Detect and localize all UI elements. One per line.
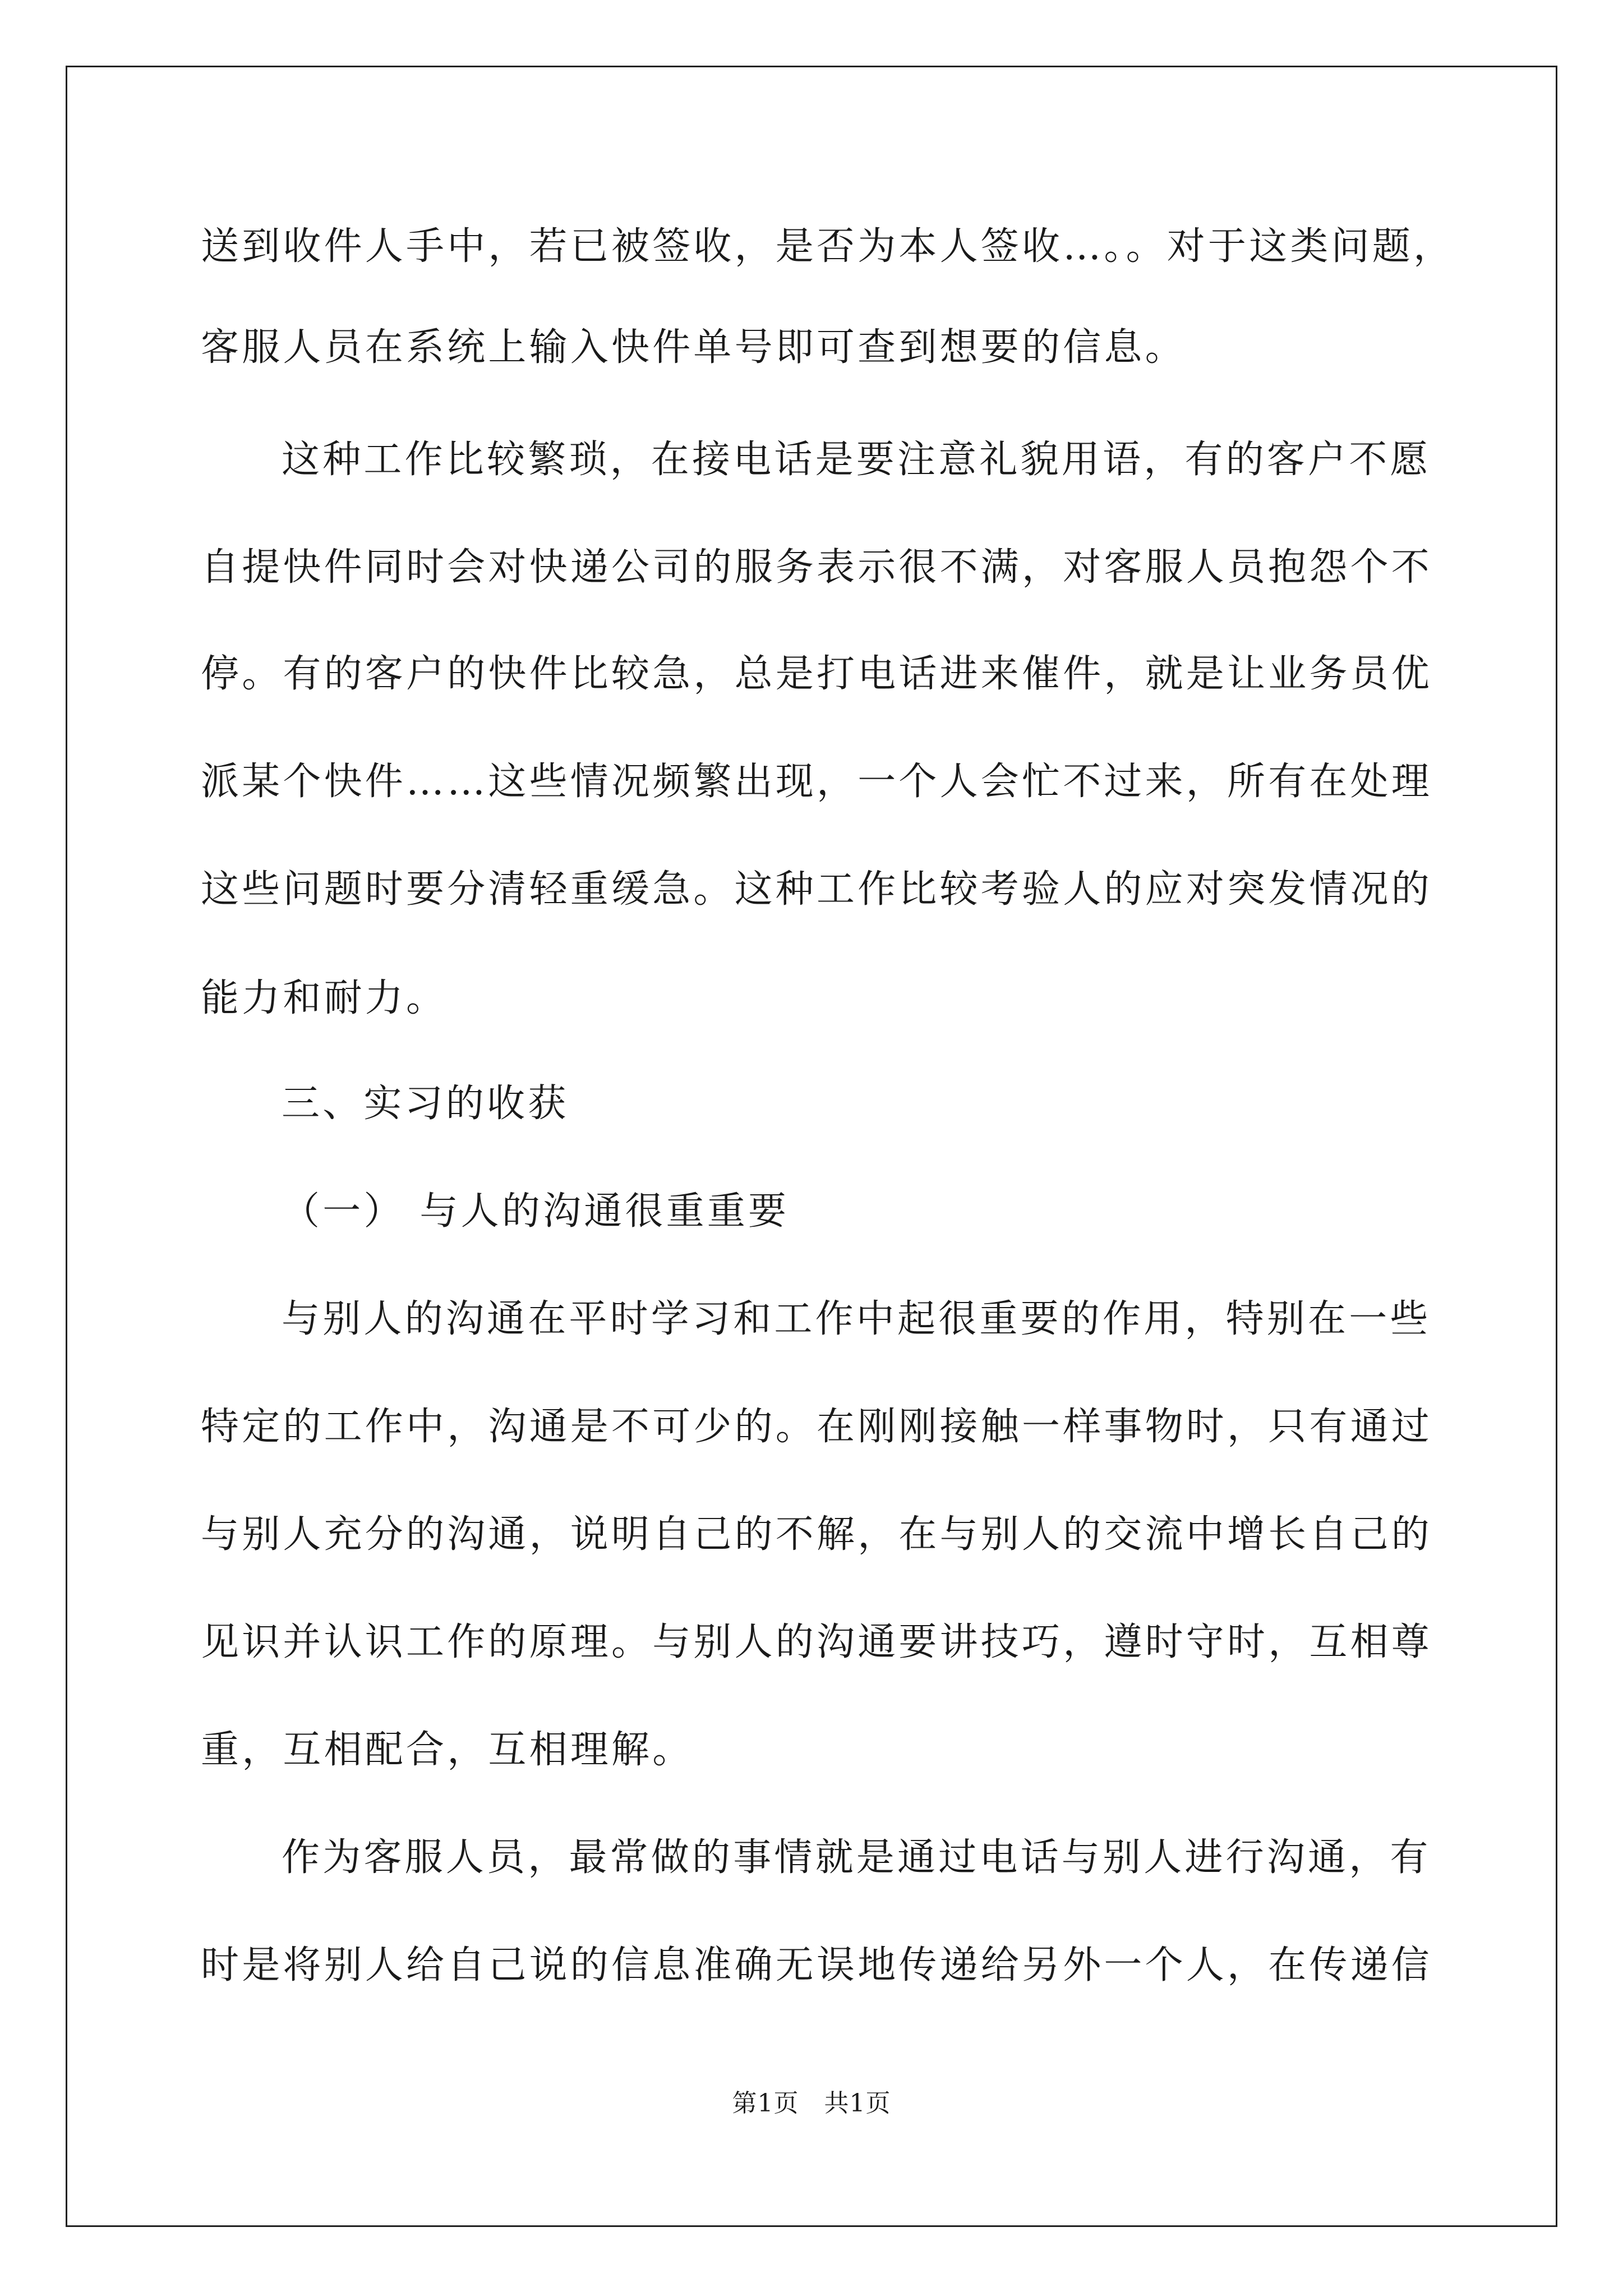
text-line-8: 能力和耐力。 [201, 976, 448, 1020]
text-line-2: 客服人员在系统上输入快件单号即可查到想要的信息。 [201, 325, 1186, 370]
text-line-13: 与别人充分的沟通，说明自己的不解，在与别人的交流中增长自己的 [201, 1512, 1433, 1557]
text-line-5: 停。有的客户的快件比较急，总是打电话进来催件，就是让业务员优 [201, 652, 1433, 696]
text-line-15: 重，互相配合，互相理解。 [201, 1728, 694, 1772]
text-line-11: 与别人的沟通在平时学习和工作中起很重要的作用，特别在一些 [282, 1297, 1431, 1341]
text-line-1: 送到收件人手中，若已被签收，是否为本人签收…。。对于这类问题， [201, 224, 1455, 269]
text-line-7: 这些问题时要分清轻重缓急。这种工作比较考验人的应对突发情况的 [201, 867, 1433, 912]
text-line-3: 这种工作比较繁琐，在接电话是要注意礼貌用语，有的客户不愿 [282, 438, 1431, 482]
text-line-12: 特定的工作中，沟通是不可少的。在刚刚接触一样事物时，只有通过 [201, 1405, 1433, 1449]
subsection-heading: （一） 与人的沟通很重重要 [282, 1189, 790, 1234]
text-line-16: 作为客服人员，最常做的事情就是通过电话与别人进行沟通，有 [282, 1835, 1431, 1880]
text-line-17: 时是将别人给自己说的信息准确无误地传递给另外一个人，在传递信 [201, 1943, 1433, 1987]
page-border [66, 66, 1557, 2227]
text-line-4: 自提快件同时会对快递公司的服务表示很不满，对客服人员抱怨个不 [201, 545, 1433, 590]
text-line-6: 派某个快件……这些情况频繁出现，一个人会忙不过来，所有在处理 [201, 760, 1433, 804]
text-line-14: 见识并认识工作的原理。与别人的沟通要讲技巧，遵时守时，互相尊 [201, 1620, 1433, 1664]
page-number: 第1页 共1页 [732, 2089, 891, 2118]
section-heading: 三、实习的收获 [282, 1082, 569, 1126]
